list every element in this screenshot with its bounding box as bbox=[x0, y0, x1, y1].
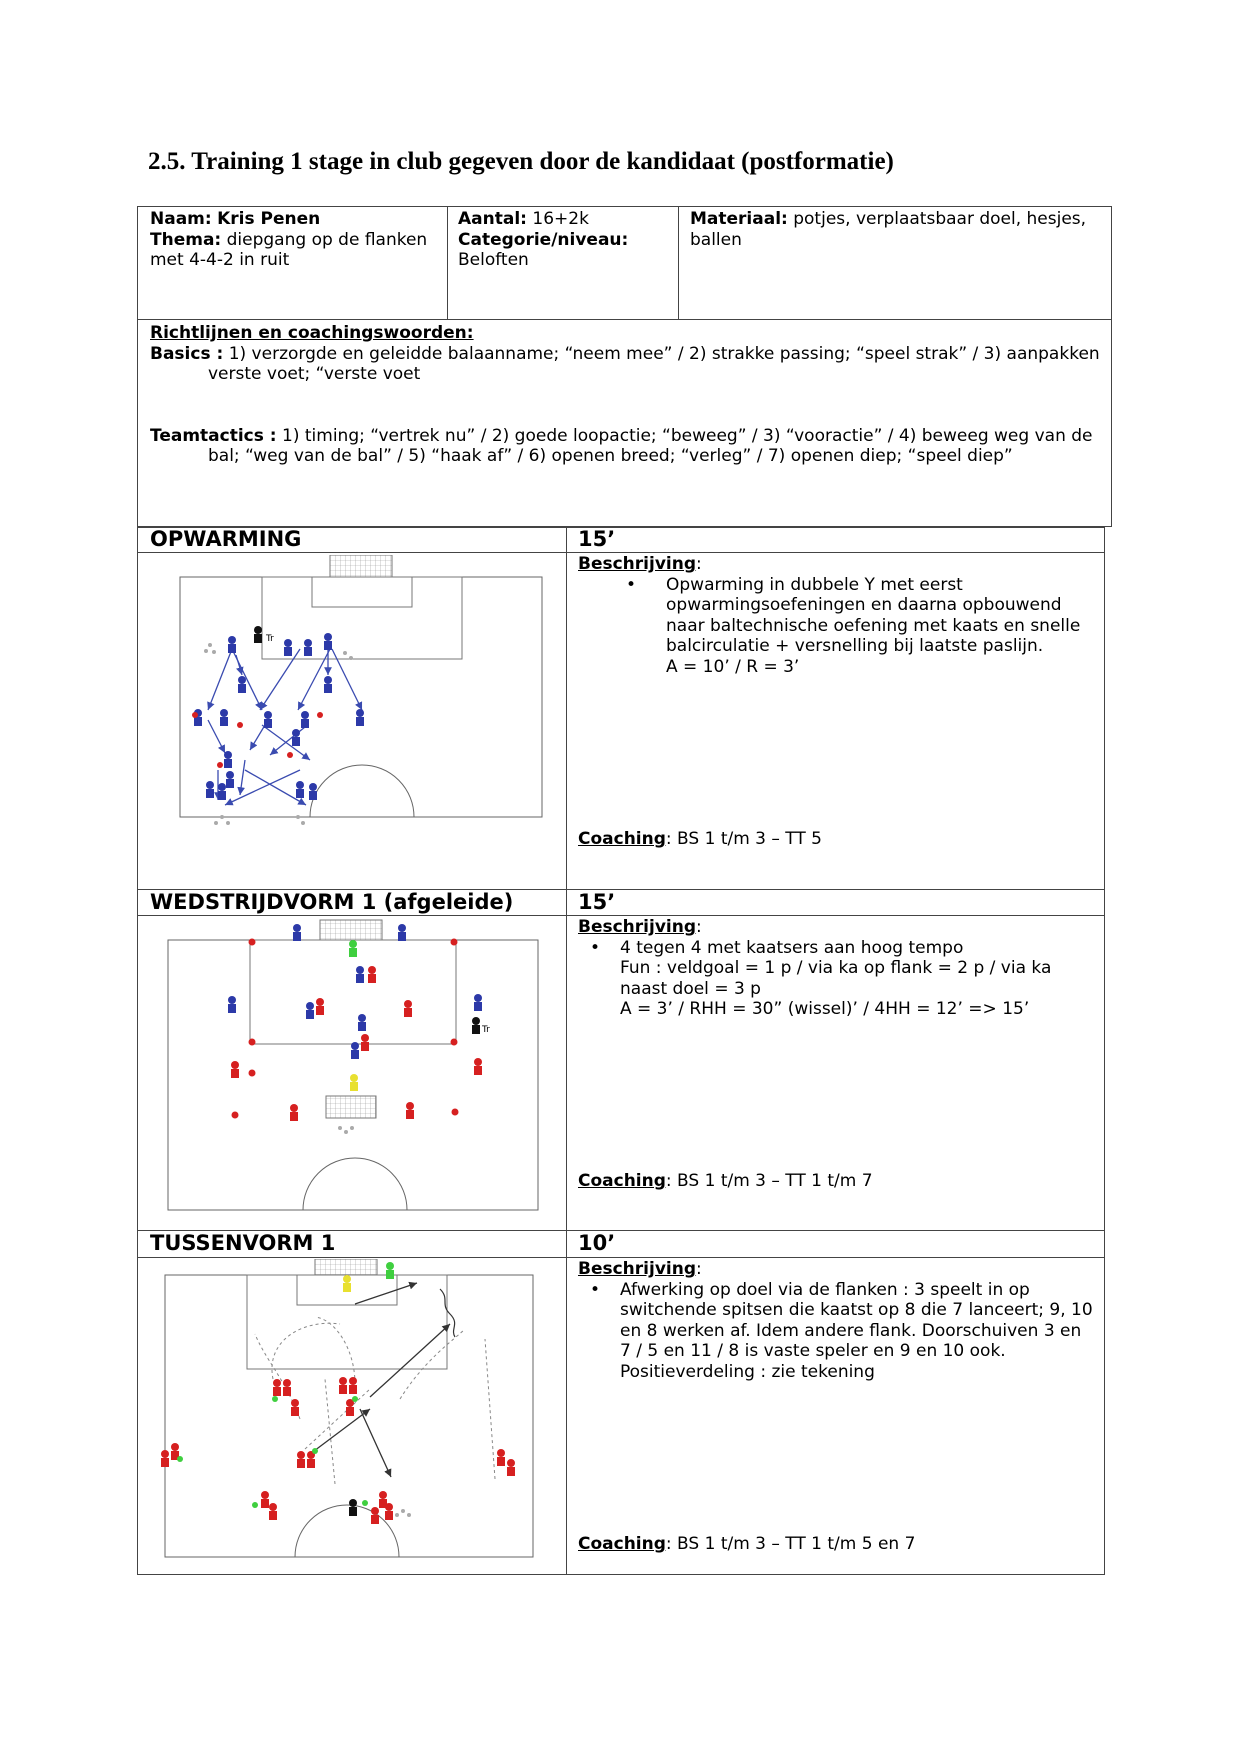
info-naam: Naam: Kris Penen Thema: diepgang op de flanken met 4-4-2 in ruit bbox=[150, 209, 428, 270]
guidelines-heading: Richtlijnen en coachingswoorden: bbox=[150, 323, 474, 343]
opwarming-diagram bbox=[170, 555, 550, 885]
section-wedstrijdvorm-coaching: Coaching: BS 1 t/m 3 – TT 1 t/m 7 bbox=[578, 1171, 873, 1191]
wedstrijdvorm-diagram bbox=[160, 918, 550, 1228]
section-wedstrijdvorm-time: 15’ bbox=[578, 890, 616, 914]
tussenvorm-diagram bbox=[155, 1259, 550, 1571]
section-tussenvorm-coaching: Coaching: BS 1 t/m 3 – TT 1 t/m 5 en 7 bbox=[578, 1534, 916, 1554]
section-wedstrijdvorm-title: WEDSTRIJDVORM 1 (afgeleide) bbox=[150, 890, 514, 914]
section-opwarming-time: 15’ bbox=[578, 527, 616, 551]
info-aantal: Aantal: 16+2k Categorie/niveau: Beloften bbox=[458, 209, 629, 270]
section-tussenvorm-title: TUSSENVORM 1 bbox=[150, 1231, 336, 1255]
section-opwarming-description: Beschrijving: • Opwarming in dubbele Y met eerst opwarmingsoefeningen en daarna opbouwend naar baltechnische oefening met kaats en snelle balcirculatie + versnelling bij laatste paslijn. A = 10’ / R = 3’ bbox=[578, 554, 1081, 677]
section-opwarming-coaching: Coaching: BS 1 t/m 3 – TT 5 bbox=[578, 829, 822, 849]
trainer-label-2: Tr bbox=[482, 1025, 490, 1035]
guidelines: Richtlijnen en coachingswoorden: Basics : 1) verzorgde en geleidde balaanname; “neem mee” / 2) strakke passing; “speel strak” / 3) aanpakken verste voet; “verste voet Teamtactics : 1) timing; “vertrek nu” / 2) goede loopactie; “beweeg” / 3) “vooractie” / 4) beweeg weg van de bal; “weg van de bal” / 5) “haak af” / 6) openen breed; “verleg” / 7) openen diep; “speel diep” bbox=[150, 323, 1100, 466]
section-opwarming-title: OPWARMING bbox=[150, 527, 302, 551]
info-materiaal: Materiaal: potjes, verplaatsbaar doel, hesjes, ballen bbox=[690, 209, 1087, 250]
section-wedstrijdvorm-description: Beschrijving: • 4 tegen 4 met kaatsers aan hoog tempo Fun : veldgoal = 1 p / via ka op flank = 2 p / via ka naast doel = 3 p A = 3’ / RHH = 30” (wissel)’ / 4HH = 12’ => 15’ bbox=[578, 917, 1052, 1019]
trainer-label: Tr bbox=[266, 634, 274, 644]
page-title: 2.5. Training 1 stage in club gegeven door de kandidaat (postformatie) bbox=[148, 148, 894, 175]
section-tussenvorm-description: Beschrijving: • Afwerking op doel via de flanken : 3 speelt in op switchende spitsen die kaatst op 8 die 7 lanceert; 9, 10 en 8 werken af. Idem andere flank. Doorschuiven 3 en 7 / 5 en 11 / 8 is vaste speler en 9 en 10 ook. Positieverdeling : zie tekening bbox=[578, 1259, 1093, 1382]
section-tussenvorm-time: 10’ bbox=[578, 1231, 616, 1255]
